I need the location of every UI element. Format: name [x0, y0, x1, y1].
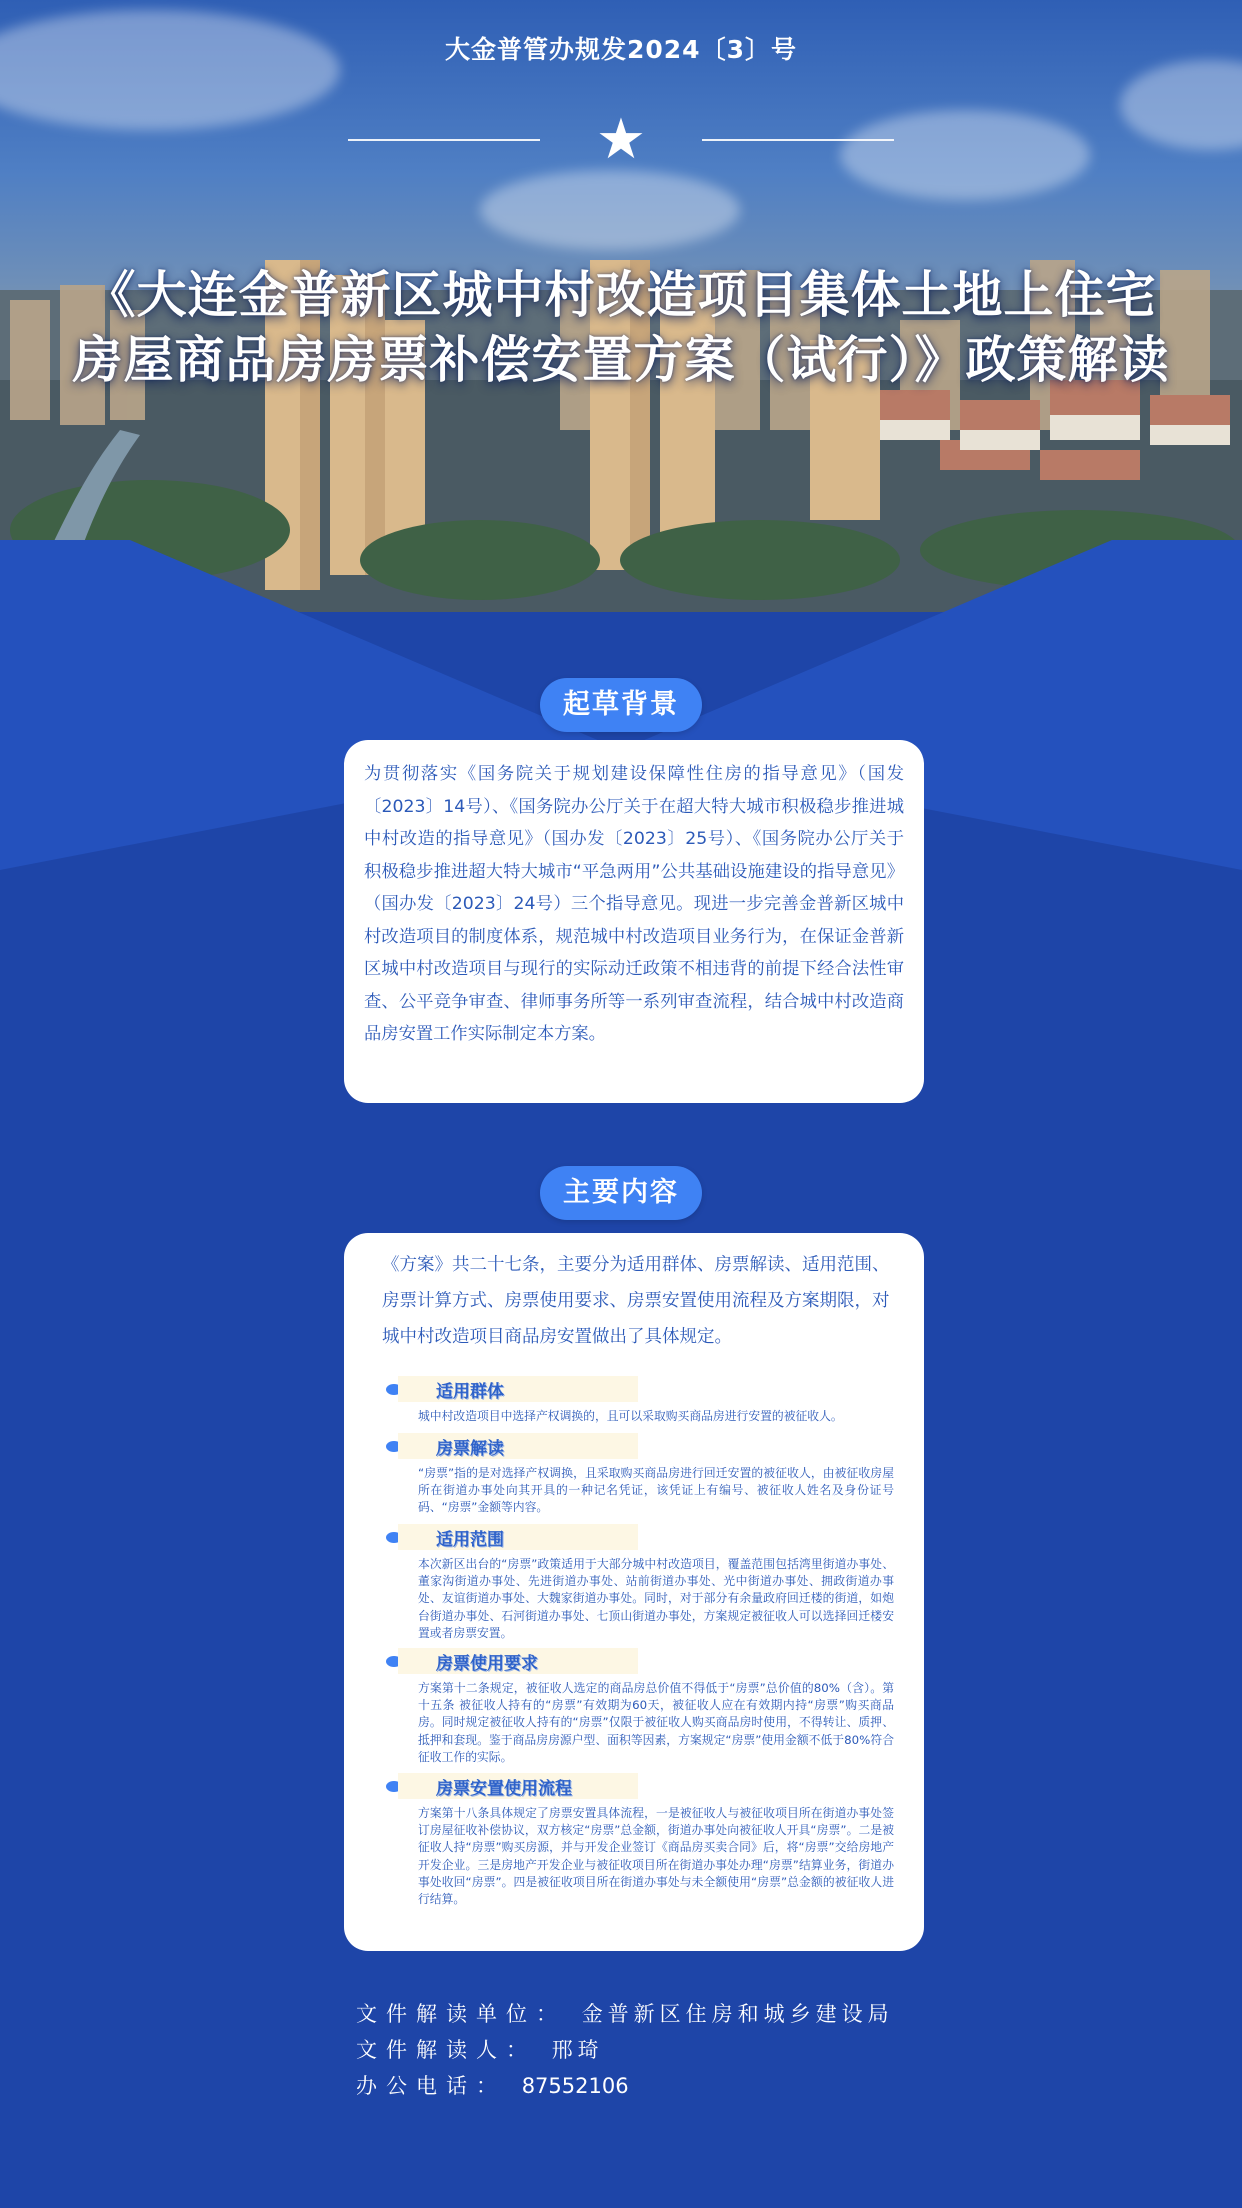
background-paragraph: 为贯彻落实《国务院关于规划建设保障性住房的指导意见》（国发〔2023〕14号）、《国务院办公厅关于在超大特大城市积极稳步推进城中村改造的指导意见》（国办发〔2023〕25号）、《国务院办公厅关于积极稳步推进超大特大城市“平急两用”公共基础设施建设的指导意见》（国办发〔2023〕24号）三个指导意见。现进一步完善金普新区城中村改造项目的制度体系，规范城中村改造项目业务行为，在保证金普新区城中村改造项目与现行的实际动迁政策不相违背的前提下经合法性审查、公平竞争审查、律师事务所等一系列审查流程，结合城中村改造商品房安置工作实际制定本方案。: [364, 764, 904, 1044]
page-title-line2: 房屋商品房房票补偿安置方案（试行）》政策解读: [72, 330, 1170, 389]
item-label: 房票解读: [436, 1439, 504, 1459]
star-icon: ★: [595, 107, 647, 172]
footer-unit-label: 文件解读单位：: [356, 2002, 566, 2026]
footer-unit: [356, 1998, 894, 2028]
list-item: [384, 1648, 894, 1766]
item-body: 本次新区出台的“房票”政策适用于大部分城中村改造项目，覆盖范围包括湾里街道办事处、董家沟街道办事处、先进街道办事处、站前街道办事处、光中街道办事处、拥政街道办事处、友谊街道办事处、大魏家街道办事处。同时，对于部分有余量政府回迁楼的街道，如炮台街道办事处、石河街道办事处、七顶山街道办事处，方案规定被征收人可以选择回迁楼安置或者房票安置。: [418, 1557, 894, 1640]
document-number: 大金普管办规发2024〔3〕号: [445, 35, 797, 64]
list-item: [384, 1433, 894, 1517]
hero-banner: [0, 0, 1242, 612]
background-card: [344, 740, 924, 1103]
footer-person-value: 邢琦: [551, 2038, 604, 2062]
footer-phone: [356, 2070, 629, 2100]
section-pill-background: 起草背景: [540, 678, 702, 732]
cloud-shape: [1120, 60, 1242, 150]
item-label: 房票使用要求: [436, 1654, 538, 1674]
list-item: [384, 1376, 894, 1425]
item-body: 方案第十八条具体规定了房票安置具体流程，一是被征收人与被征收项目所在街道办事处签订房屋征收补偿协议，双方核定“房票”总金额，街道办事处向被征收人开具“房票”。二是被征收人持“房票”购买房源，并与开发企业签订《商品房买卖合同》后，将“房票”交给房地产开发企业。三是房地产开发企业与被征收项目所在街道办事处办理“房票”结算业务，街道办事处收回“房票”。四是被征收项目所在街道办事处与未全额使用“房票”总金额的被征收人进行结算。: [418, 1806, 894, 1907]
item-label: 适用群体: [436, 1382, 504, 1402]
right-divider: [702, 139, 894, 141]
list-item: [384, 1773, 894, 1908]
section-pill-main-content: 主要内容: [540, 1166, 702, 1220]
footer-phone-value: 87552106: [521, 2074, 629, 2098]
cloud-shape: [840, 110, 1090, 200]
list-item: [384, 1524, 894, 1642]
cloud-shape: [0, 10, 340, 130]
main-content-card: [344, 1233, 924, 1951]
footer-person-label: 文件解读人：: [356, 2038, 536, 2062]
main-content-intro: 《方案》共二十七条，主要分为适用群体、房票解读、适用范围、房票计算方式、房票使用要求、房票安置使用流程及方案期限，对城中村改造项目商品房安置做出了具体规定。: [382, 1255, 890, 1347]
item-body: 方案第十二条规定，被征收人选定的商品房总价值不得低于“房票”总价值的80%（含）。第十五条 被征收人持有的“房票”有效期为60天，被征收人应在有效期内持“房票”购买商品房。同时规定被征收人持有的“房票”仅限于被征收人购买商品房时使用，不得转让、质押、抵押和套现。鉴于商品房房源户型、面积等因素，方案规定“房票”使用金额不低于80%符合征收工作的实际。: [418, 1681, 894, 1764]
footer-phone-label: 办公电话：: [356, 2074, 506, 2098]
item-label: 适用范围: [436, 1530, 504, 1550]
item-body: 城中村改造项目中选择产权调换的，且可以采取购买商品房进行安置的被征收人。: [418, 1409, 843, 1423]
footer-person: [356, 2034, 604, 2064]
item-body: “房票”指的是对选择产权调换，且采取购买商品房进行回迁安置的被征收人，由被征收房屋所在街道办事处向其开具的一种记名凭证，该凭证上有编号、被征收人姓名及身份证号码、“房票”金额等内容。: [418, 1466, 894, 1515]
footer-unit-value: 金普新区住房和城乡建设局: [581, 2002, 894, 2026]
item-label: 房票安置使用流程: [436, 1779, 572, 1799]
page-title-line1: 《大连金普新区城中村改造项目集体土地上住宅: [85, 265, 1157, 324]
left-divider: [348, 139, 540, 141]
